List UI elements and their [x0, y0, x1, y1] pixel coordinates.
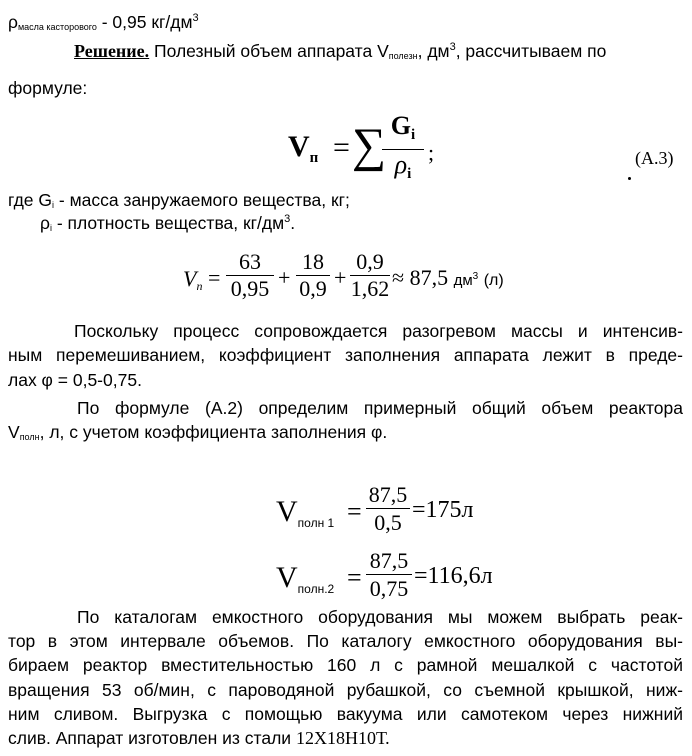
calc1-fraction-1: [226, 249, 274, 302]
unit-exponent: 3: [472, 271, 479, 282]
solution-line: [74, 41, 606, 66]
unit-text: дм: [453, 272, 473, 289]
volume-subscript: полезн: [388, 51, 418, 61]
volume-subscript: полн.2: [297, 582, 335, 596]
para1-line1: Поскольку процесс сопровождается разогревом массы и интенсив-: [74, 321, 683, 341]
volume-symbol: V: [288, 130, 310, 163]
calc1-lhs: [183, 266, 202, 294]
denominator: 0,75: [369, 576, 409, 601]
unit-exponent: 3: [449, 41, 456, 53]
calc2-fraction: [366, 481, 410, 536]
calc3-equals: =: [347, 563, 362, 592]
calc3-fraction: [366, 547, 412, 602]
calc1-fraction-2: [296, 249, 330, 302]
rho-subscript: i: [49, 223, 52, 233]
para2-line1: По формуле (А.2) определим примерный общий объем реактора: [77, 398, 683, 418]
volume-subscript: полн: [19, 432, 40, 442]
para3-line3: бираем реактор вместительностью 160 л с рамной мешалкой с частотой: [8, 655, 683, 675]
numerator: 18: [302, 249, 324, 274]
para2-text: , л, с учетом коэффициента заполнения φ.: [39, 422, 388, 442]
para3-line2: тор в этом интервале объемов. По каталогу емкостного оборудования вы-: [8, 631, 683, 651]
solution-unit: , дм: [417, 41, 450, 61]
para2-line2: [8, 422, 387, 447]
para1-line2: ным перемешиванием, коэффициент заполнения аппарата лежит в преде-: [8, 345, 683, 365]
rho-symbol: ρ: [40, 213, 50, 233]
calc1-equals: =: [208, 265, 221, 290]
para1-line3: лах φ = 0,5-0,75.: [8, 370, 142, 390]
numerator: 0,9: [356, 249, 384, 274]
where-g-line: [8, 190, 350, 215]
volume-symbol: V: [183, 266, 197, 291]
formula-a3-fraction: [382, 112, 424, 189]
para3-text: слив. Аппарат изготовлен из стали: [8, 728, 296, 748]
mass-subscript: i: [411, 127, 416, 143]
g-subscript: i: [52, 200, 55, 210]
formula-word: формуле:: [8, 78, 88, 98]
denominator: 0,5: [374, 510, 402, 535]
plus-sign: +: [278, 265, 291, 290]
density-value: - 0,95 кг/дм: [96, 12, 193, 32]
numerator: 63: [239, 249, 261, 274]
castor-oil-density-line: [8, 12, 199, 37]
calc3-lhs: [276, 561, 334, 596]
where-g-text: где G: [8, 190, 53, 210]
volume-subscript: п: [196, 279, 203, 293]
where-rho-line: [40, 213, 295, 238]
numerator: 87,5: [369, 548, 409, 573]
period: .: [290, 213, 296, 233]
solution-text-end: , рассчитываем по: [455, 41, 607, 61]
fraction-denominator: [382, 150, 424, 189]
rho-subscript: масла касторового: [17, 22, 97, 32]
denominator: 1,62: [350, 276, 390, 301]
para3-line4: вращения 53 об/мин, с пароводяной рубашкой, со съемной крышкой, ниж-: [8, 680, 683, 700]
scan-speck: [628, 177, 631, 180]
where-g-description: - масса занружаемого вещества, кг;: [54, 190, 350, 210]
solution-text: Полезный объем аппарата V: [149, 41, 389, 61]
calc3-result: =116,6л: [414, 563, 493, 589]
calc1-fraction-3: [350, 249, 390, 302]
numerator: 87,5: [368, 482, 408, 507]
volume-symbol: V: [276, 495, 298, 528]
rho-symbol: ρ: [8, 12, 18, 32]
formula-a3-equals: =: [333, 131, 350, 164]
denominator: 0,95: [230, 276, 270, 301]
result-value: 87,5: [409, 265, 449, 290]
volume-symbol: V: [276, 561, 298, 594]
density-subscript: i: [407, 166, 412, 182]
sum-symbol: ∑: [352, 119, 387, 172]
volume-subscript: полн 1: [297, 516, 335, 530]
para3-line6: [8, 728, 390, 748]
volume-symbol: V: [8, 422, 20, 442]
solution-label: Решение.: [74, 41, 150, 61]
calc2-lhs: [276, 495, 334, 530]
calc2-equals: =: [347, 497, 362, 526]
formula-a3-semicolon: ;: [428, 140, 435, 165]
where-rho-description: - плотность вещества, кг/дм: [51, 213, 285, 233]
unit-exponent: 3: [192, 12, 199, 24]
calc2-result: =175л: [412, 497, 474, 523]
approx-sign: ≈: [392, 265, 405, 290]
unit-exponent: 3: [284, 213, 291, 225]
para3-line1: По каталогам емкостного оборудования мы можем выбрать реак-: [77, 607, 683, 627]
formula-a3-lhs: [288, 130, 318, 167]
density-symbol: ρ: [394, 150, 408, 179]
equation-number: (А.3): [635, 148, 674, 168]
steel-grade: 12Х18Н10Т.: [295, 728, 390, 748]
mass-symbol: G: [390, 111, 412, 140]
result-unit: [454, 272, 479, 289]
fraction-numerator: [382, 112, 424, 149]
unit-paren: (л): [483, 272, 504, 289]
denominator: 0,9: [299, 276, 327, 301]
volume-subscript: п: [309, 150, 319, 166]
para3-line5: ним сливом. Выгрузка с помощью вакуума или самотеком через нижний: [8, 704, 683, 724]
calc1-result: [392, 265, 504, 291]
plus-sign: +: [334, 265, 347, 290]
